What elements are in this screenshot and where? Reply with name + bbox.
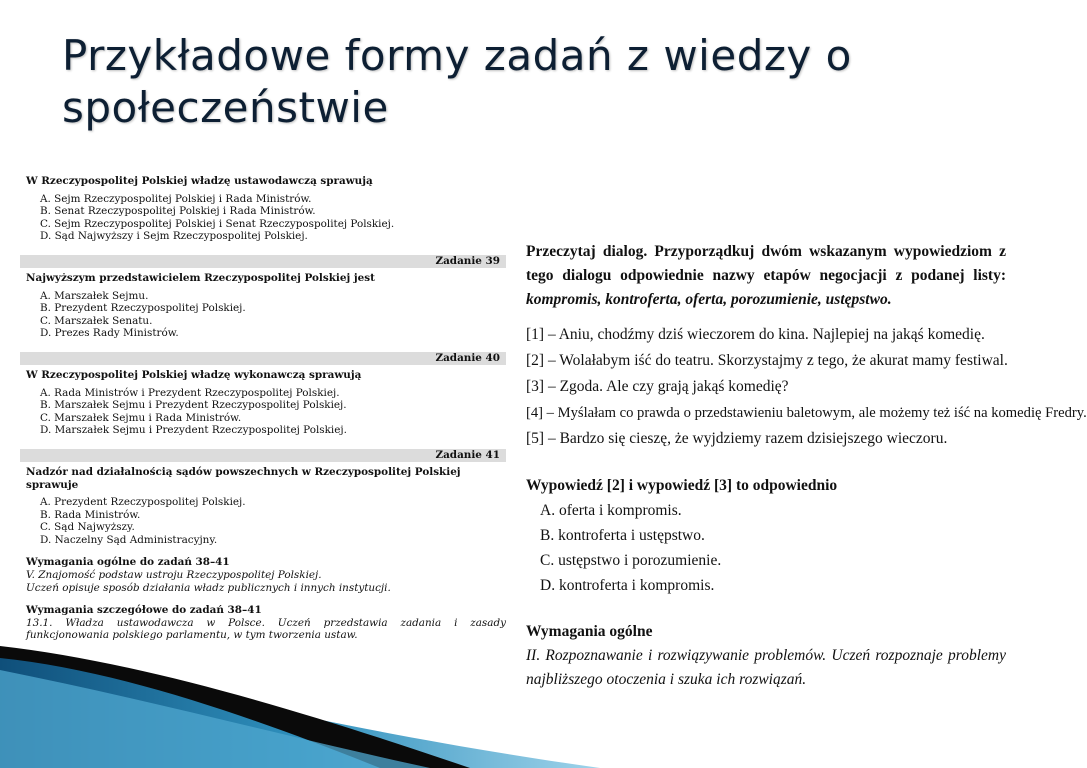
decorative-swoosh bbox=[0, 640, 600, 768]
question-38-options bbox=[40, 193, 506, 243]
instruction-text: Przeczytaj dialog. Przyporządkuj dwóm wskazanym wypowiedziom z tego dialogu odpowiednie nazwy etapów negocjacji z podanej listy: bbox=[526, 243, 1006, 284]
option-d: D. Marszałek Sejmu i Prezydent Rzeczypospolitej Polskiej. bbox=[40, 424, 347, 437]
option-b: B. kontroferta i ustępstwo. bbox=[540, 527, 705, 544]
right-requirements-title: Wymagania ogólne bbox=[526, 623, 653, 640]
right-question: Wypowiedź [2] i wypowiedź [3] to odpowiednio bbox=[526, 477, 838, 494]
task-instruction bbox=[526, 240, 1006, 312]
question-41: Nadzór nad działalnością sądów powszechnych w Rzeczypospolitej Polskiej sprawuje bbox=[26, 465, 461, 491]
question-39: Najwyższym przedstawicielem Rzeczypospolitej Polskiej jest bbox=[26, 271, 375, 284]
option-d: D. Sąd Najwyższy i Sejm Rzeczypospolitej Polskiej. bbox=[40, 230, 308, 243]
option-a: A. Prezydent Rzeczypospolitej Polskiej. bbox=[40, 496, 246, 509]
option-d: D. kontroferta i kompromis. bbox=[540, 577, 715, 594]
dialog-line-3: [3] – Zgoda. Ale czy grają jakąś komedię? bbox=[526, 378, 789, 395]
question-40: W Rzeczypospolitej Polskiej władzę wykonawczą sprawują bbox=[26, 368, 362, 381]
question-40-options bbox=[40, 387, 506, 437]
option-c: C. Sąd Najwyższy. bbox=[40, 521, 135, 534]
option-d: D. Prezes Rady Ministrów. bbox=[40, 327, 179, 340]
question-38: W Rzeczypospolitej Polskiej władzę ustawodawczą sprawują bbox=[26, 175, 373, 187]
option-c: C. ustępstwo i porozumienie. bbox=[540, 552, 722, 569]
option-c: C. Marszałek Sejmu i Rada Ministrów. bbox=[40, 411, 242, 424]
dialog bbox=[526, 322, 1087, 452]
option-c: C. Sejm Rzeczypospolitej Polskiej i Senat Rzeczypospolitej Polskiej. bbox=[40, 217, 395, 230]
general-requirements-line-2: Uczeń opisuje sposób działania władz publicznych i innych instytucji. bbox=[26, 581, 391, 594]
task-header-41: Zadanie 41 bbox=[20, 449, 506, 462]
option-d: D. Naczelny Sąd Administracyjny. bbox=[40, 533, 218, 546]
detailed-requirements-text: 13.1. Władza ustawodawcza w Polsce. Uczeń przedstawia zadania i zasady funkcjonowania polskiego parlamentu, w tym tworzenia ustaw. bbox=[26, 616, 506, 642]
dialog-line-4: [4] – Myślałam co prawda o przedstawieniu baletowym, ale możemy też iść na komedię Fredry. bbox=[526, 405, 1087, 421]
dialog-line-1: [1] – Aniu, chodźmy dziś wieczorem do kina. Najlepiej na jakąś komedię. bbox=[526, 326, 985, 343]
question-39-options bbox=[40, 290, 506, 340]
right-exam-document bbox=[526, 240, 1087, 692]
instruction-term-list: kompromis, kontroferta, oferta, porozumienie, ustępstwo. bbox=[526, 291, 892, 308]
task-header-39: Zadanie 39 bbox=[20, 255, 506, 268]
right-requirements-text: II. Rozpoznawanie i rozwiązywanie problemów. Uczeń rozpoznaje problemy najbliższego otoczenia i szuka ich rozwiązań. bbox=[526, 647, 1006, 688]
option-b: B. Senat Rzeczypospolitej Polskiej i Rada Ministrów. bbox=[40, 205, 316, 218]
option-a: A. Rada Ministrów i Prezydent Rzeczypospolitej Polskiej. bbox=[40, 386, 340, 399]
left-exam-document bbox=[20, 175, 506, 642]
option-b: B. Marszałek Sejmu i Prezydent Rzeczypospolitej Polskiej. bbox=[40, 399, 347, 412]
option-c: C. Marszałek Senatu. bbox=[40, 314, 153, 327]
right-question-options bbox=[540, 498, 1006, 598]
option-b: B. Prezydent Rzeczypospolitej Polskiej. bbox=[40, 302, 246, 315]
task-header-40: Zadanie 40 bbox=[20, 352, 506, 365]
detailed-requirements bbox=[26, 604, 506, 642]
general-requirements-line-1: V. Znajomość podstaw ustroju Rzeczypospolitej Polskiej. bbox=[26, 569, 322, 582]
slide-title: Przykładowe formy zadań z wiedzy o społeczeństwie bbox=[62, 31, 852, 132]
detailed-requirements-title: Wymagania szczegółowe do zadań 38–41 bbox=[26, 604, 262, 617]
option-b: B. Rada Ministrów. bbox=[40, 508, 141, 521]
dialog-line-5: [5] – Bardzo się cieszę, że wyjdziemy razem dzisiejszego wieczoru. bbox=[526, 430, 948, 447]
question-41-options bbox=[40, 496, 506, 546]
option-a: A. oferta i kompromis. bbox=[540, 502, 682, 519]
dialog-line-2: [2] – Wolałabym iść do teatru. Skorzystajmy z tego, że akurat mamy festiwal. bbox=[526, 352, 1008, 369]
option-a: A. Marszałek Sejmu. bbox=[40, 289, 149, 302]
option-a: A. Sejm Rzeczypospolitej Polskiej i Rada Ministrów. bbox=[40, 192, 312, 205]
general-requirements-title: Wymagania ogólne do zadań 38–41 bbox=[26, 556, 230, 569]
general-requirements bbox=[26, 556, 506, 594]
